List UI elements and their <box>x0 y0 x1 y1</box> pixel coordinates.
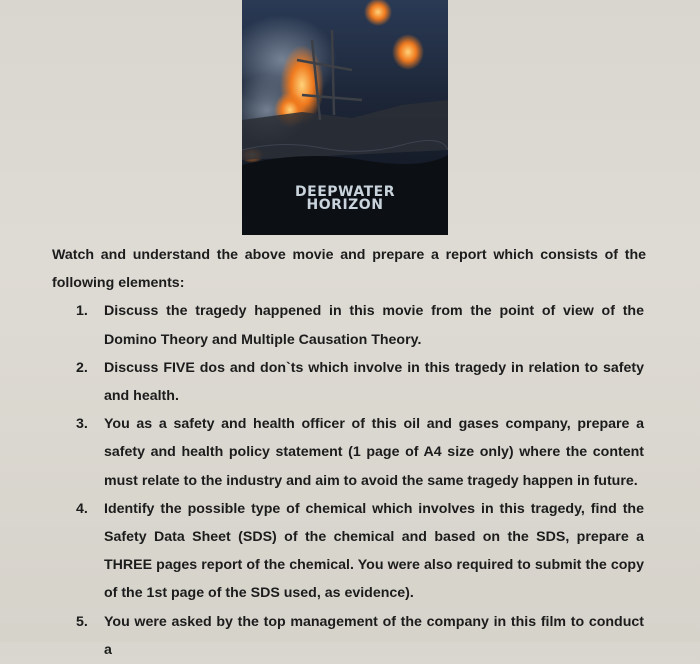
task-item <box>52 410 646 495</box>
task-item <box>52 495 646 608</box>
task-number: 3. <box>76 416 88 433</box>
task-text: You were asked by the top management of the company in this film to conduct a <box>104 613 644 658</box>
task-number: 5. <box>76 613 88 630</box>
task-text: Identify the possible type of chemical which involves in this tragedy, find the Safety Data Sheet (SDS) of the chemical and based on the SDS, prepare a THREE pages report of the chemical. You were also required to submit the copy of the 1st page of the SDS used, as evidence). <box>104 500 644 602</box>
task-text: Discuss FIVE dos and don`ts which involve in this tragedy in relation to safety and health. <box>104 359 644 405</box>
task-item <box>52 354 646 410</box>
task-text: You as a safety and health officer of this oil and gases company, prepare a safety and health policy statement (1 page of A4 size only) where the content must relate to the industry and aim to avoid the same tragedy happen in future. <box>104 416 644 489</box>
movie-poster <box>242 0 448 235</box>
intro-paragraph: Watch and understand the above movie and prepare a report which consists of the following elements: <box>52 247 646 292</box>
task-list <box>52 297 646 664</box>
task-item <box>52 608 646 664</box>
task-number: 2. <box>76 359 88 376</box>
task-text: Discuss the tragedy happened in this movie from the point of view of the Domino Theory and Multiple Causation Theory. <box>104 303 644 348</box>
poster-title <box>242 186 448 212</box>
poster-title-line2: HORIZON <box>306 197 384 213</box>
task-item <box>52 297 646 353</box>
poster-title-line1: DEEPWATER <box>295 184 395 200</box>
assignment-text <box>52 241 646 664</box>
task-number: 4. <box>76 500 88 517</box>
task-number: 1. <box>76 303 88 320</box>
